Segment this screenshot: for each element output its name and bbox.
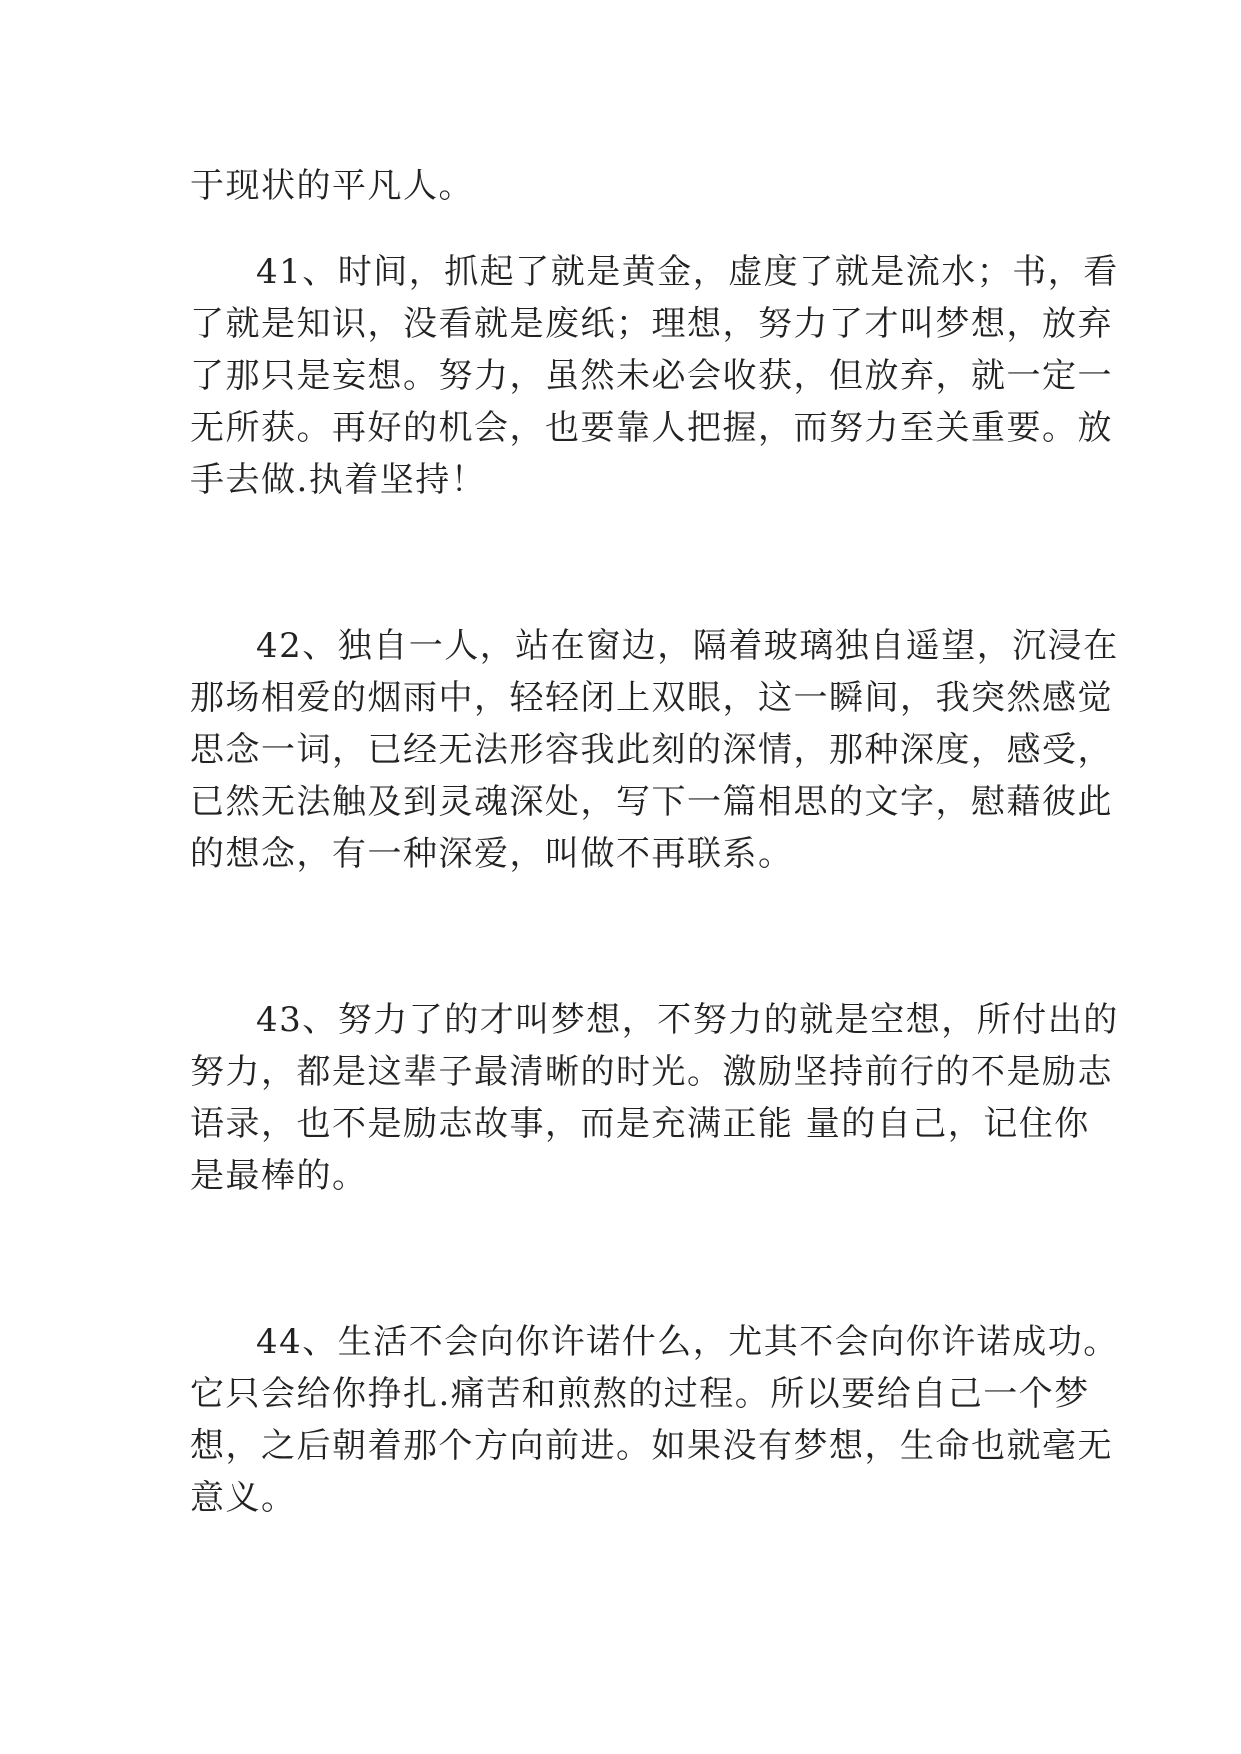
text-line: 44、生活不会向你许诺什么，尤其不会向你许诺成功。 bbox=[256, 1322, 1119, 1362]
text-line: 语录，也不是励志故事，而是充满正能 量的自己，记住你 bbox=[190, 1104, 1090, 1144]
text-line: 手去做.执着坚持！ bbox=[190, 460, 487, 500]
text-line: 是最棒的。 bbox=[190, 1156, 368, 1196]
text-line: 努力，都是这辈子最清晰的时光。激励坚持前行的不是励志 bbox=[190, 1052, 1113, 1092]
text-line: 意义。 bbox=[190, 1478, 297, 1518]
text-line: 于现状的平凡人。 bbox=[190, 166, 474, 206]
text-line: 了那只是妄想。努力，虽然未必会收获，但放弃，就一定一 bbox=[190, 356, 1113, 396]
text-line: 思念一词，已经无法形容我此刻的深情，那种深度，感受， bbox=[190, 730, 1113, 770]
text-line: 41、时间，抓起了就是黄金，虚度了就是流水；书，看 bbox=[256, 252, 1119, 292]
text-line: 了就是知识，没看就是废纸；理想，努力了才叫梦想，放弃 bbox=[190, 304, 1113, 344]
text-line: 无所获。再好的机会，也要靠人把握，而努力至关重要。放 bbox=[190, 408, 1113, 448]
text-line: 的想念，有一种深爱，叫做不再联系。 bbox=[190, 834, 794, 874]
text-line: 那场相爱的烟雨中，轻轻闭上双眼，这一瞬间，我突然感觉 bbox=[190, 678, 1113, 718]
text-line: 想，之后朝着那个方向前进。如果没有梦想，生命也就毫无 bbox=[190, 1426, 1113, 1466]
text-line: 42、独自一人，站在窗边，隔着玻璃独自遥望，沉浸在 bbox=[256, 626, 1119, 666]
text-line: 它只会给你挣扎.痛苦和煎熬的过程。所以要给自己一个梦 bbox=[190, 1374, 1090, 1414]
text-line: 已然无法触及到灵魂深处，写下一篇相思的文字，慰藉彼此 bbox=[190, 782, 1113, 822]
text-line: 43、努力了的才叫梦想，不努力的就是空想，所付出的 bbox=[256, 1000, 1119, 1040]
